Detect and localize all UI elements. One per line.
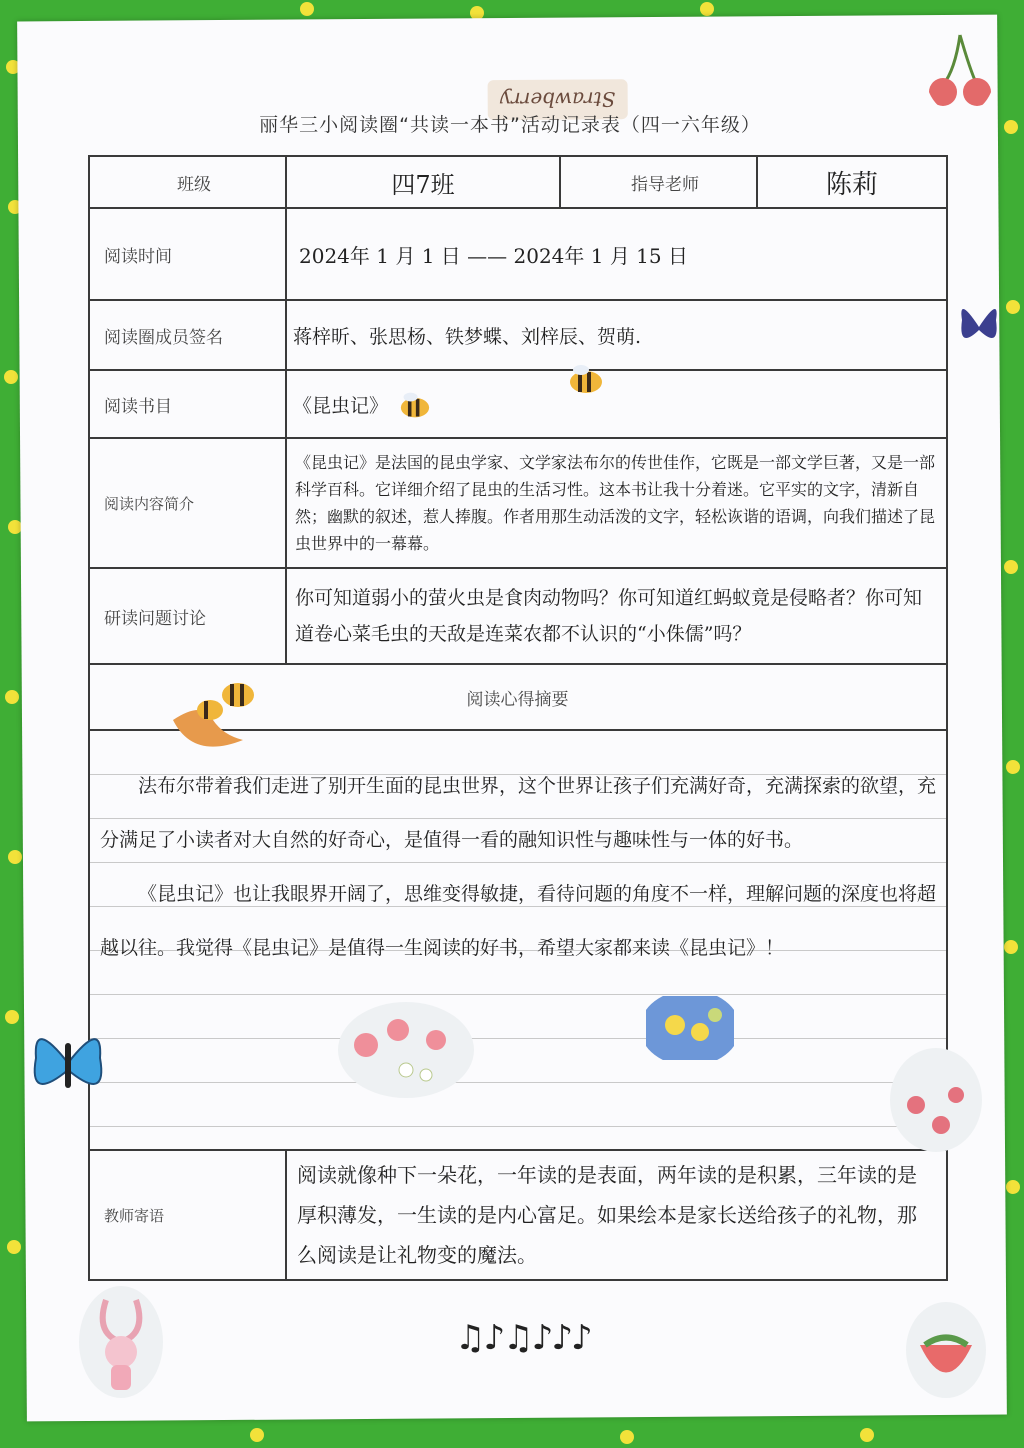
reflection-area — [89, 730, 947, 1150]
reflection-paragraph-1: 法布尔带着我们走进了别开生面的昆虫世界，这个世界让孩子们充满好奇，充满探索的欲望，充分满足了小读者对大自然的好奇心，是值得一看的融知识性与趣味性与一体的好书。 — [100, 775, 937, 851]
blue-butterfly-icon — [28, 1018, 108, 1108]
reflection-paragraph-2: 《昆虫记》也让我眼界开阔了，思维变得敏捷，看待问题的角度不一样，理解问题的深度也将超越以往。我觉得《昆虫记》是值得一生阅读的好书，希望大家都来读《昆虫记》！ — [100, 883, 937, 959]
discussion-value: 你可知道弱小的萤火虫是食肉动物吗？你可知道红蚂蚁竟是侵略者？你可知道卷心菜毛虫的天敌是连菜农都不认识的“小侏儒”吗？ — [286, 568, 947, 664]
reflection-label: 阅读心得摘要 — [89, 664, 947, 730]
bee-icon — [565, 362, 607, 396]
music-notes-icon: ♫♪♫♪♪♪ — [455, 1318, 591, 1358]
bee-croissant-icon — [168, 665, 268, 761]
members-label: 阅读圈成员签名 — [89, 300, 286, 370]
time-value: 2024年 1 月 1 日 —— 2024年 1 月 15 日 — [286, 208, 947, 300]
members-value: 蒋梓昕、张思杨、铁梦蝶、刘梓辰、贺萌. — [286, 300, 947, 370]
bee-icon — [396, 390, 434, 420]
teacher-value: 陈莉 — [757, 156, 947, 208]
teacher-message-value: 阅读就像种下一朵花，一年读的是表面，两年读的是积累，三年读的是厚积薄发，一生读的是内心富足。如果绘本是家长送给孩子的礼物，那么阅读是让礼物变的魔法。 — [286, 1150, 947, 1280]
discussion-label: 研读问题讨论 — [89, 568, 286, 664]
strawberry-flower-sticker-icon — [336, 1000, 476, 1100]
teacher-label: 指导老师 — [560, 156, 757, 208]
page-title: 丽华三小阅读圈“共读一本书”活动记录表（四一六年级） — [259, 114, 761, 136]
class-label: 班级 — [89, 156, 286, 208]
summary-value: 《昆虫记》是法国的昆虫学家、文学家法布尔的传世佳作，它既是一部文学巨著，又是一部科学百科。它详细介绍了昆虫的生活习性。这本书让我十分着迷。它平实的文字，清新自然；幽默的叙述，惹人捧腹。作者用那生动活泼的文字，轻松诙谐的语调，向我们描述了昆虫世界中的一幕幕。 — [286, 438, 947, 568]
book-label: 阅读书目 — [89, 370, 286, 438]
time-label: 阅读时间 — [89, 208, 286, 300]
summary-label: 阅读内容简介 — [89, 438, 286, 568]
strawberry-sticker-icon — [886, 1045, 986, 1155]
fairy-sticker-icon — [76, 1280, 166, 1400]
strawberry-corner-sticker-icon — [905, 1300, 987, 1400]
flower-photo-sticker-icon — [640, 990, 740, 1066]
class-value: 四7班 — [286, 156, 560, 208]
butterfly-icon — [956, 290, 1002, 364]
cherry-sticker-icon — [925, 30, 995, 115]
brand-sticker: Strawberry — [488, 79, 628, 120]
book-value: 《昆虫记》 — [286, 370, 947, 438]
teacher-message-label: 教师寄语 — [89, 1150, 286, 1280]
